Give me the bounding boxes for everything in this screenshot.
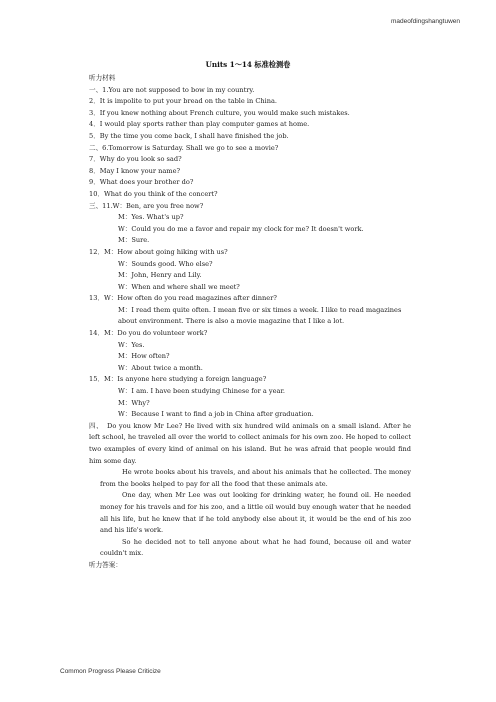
passage-paragraph-4: So he decided not to tell anyone about what he had found, because oil and water couldn't mix.	[100, 537, 411, 558]
transcript-line: W：Because I want to find a job in China after graduation.	[118, 410, 314, 419]
transcript-line: W：Yes.	[118, 340, 145, 349]
transcript-line: 14．M：Do you do volunteer work?	[89, 329, 208, 338]
transcript-line: 12．M：How about going hiking with us?	[89, 247, 228, 256]
page-title: Units 1～14 标准检测卷	[205, 60, 291, 69]
answers-heading: 听力答案：	[89, 560, 122, 569]
transcript-line: 三、11.W：Ben, are you free now?	[89, 201, 204, 210]
transcript-line: M：Yes. What's up?	[118, 213, 184, 222]
transcript-line: 5．By the time you come back, I shall have finished the job.	[89, 131, 289, 140]
transcript-line: 二、6.Tomorrow is Saturday. Shall we go to see a movie?	[89, 143, 279, 152]
transcript-line: M：John, Henry and Lily.	[118, 271, 202, 280]
passage-paragraph-3: One day, when Mr Lee was out looking for drinking water, he found oil. He needed money for his travels and for his zoo, and a little oil would buy enough water that he needed all his life, but he knew that if he told anybody else about it, it would be the end of his zoo and his life's work.	[100, 491, 411, 535]
transcript-line: 4．I would play sports rather than play computer games at home.	[89, 120, 310, 129]
transcript-line: M：How often?	[118, 352, 170, 361]
transcript-lines	[89, 85, 411, 421]
transcript-line: W：Could you do me a favor and repair my clock for me? It doesn't work.	[118, 224, 364, 233]
transcript-line: 9．What does your brother do?	[89, 178, 194, 187]
page-footer: Common Progress Please Criticize	[60, 668, 161, 675]
section-heading: 听力材料	[89, 74, 116, 82]
transcript-line: W：I am. I have been studying Chinese for a year.	[118, 387, 286, 396]
page-header: madeofdingshangtuwen	[390, 18, 460, 25]
transcript-line: 3．If you knew nothing about French culture, you would make such mistakes.	[89, 108, 350, 117]
transcript-line: 8．May I know your name?	[89, 166, 181, 175]
transcript-line: 10．What do you think of the concert?	[89, 189, 218, 198]
passage-paragraph-2: He wrote books about his travels, and about his animals that he collected. The money from the books helped to pay for all the food that these animals ate.	[100, 468, 411, 488]
transcript-line: W：About twice a month.	[118, 363, 203, 372]
transcript-line: 一、1.You are not supposed to bow in my country.	[89, 85, 255, 94]
transcript-line: 13．W：How often do you read magazines after dinner?	[89, 294, 277, 303]
transcript-line: M：I read them quite often. I mean five or six times a week. I like to read magazines	[118, 305, 402, 314]
transcript-line: M：Sure.	[118, 236, 150, 245]
transcript-line: M：Why?	[118, 398, 150, 407]
transcript-line: 2．It is impolite to put your bread on the table in China.	[89, 97, 278, 106]
transcript-line: W：Sounds good. Who else?	[118, 259, 213, 268]
transcript-line: W：When and where shall we meet?	[118, 282, 240, 291]
transcript-line: about environment. There is also a movie magazine that I like a lot.	[118, 317, 345, 326]
transcript-line: 15．M：Is anyone here studying a foreign language?	[89, 375, 267, 384]
transcript-line: 7．Why do you look so sad?	[89, 155, 182, 164]
document-body	[89, 73, 411, 572]
passage-paragraph-1: 四、 Do you know Mr Lee? He lived with six hundred wild animals on a small island. After he left school, he traveled all over the world to collect animals for his own zoo. He hoped to collect two examples of every kind of animal on his island. But he was afraid that people would find him some day.	[89, 421, 411, 465]
